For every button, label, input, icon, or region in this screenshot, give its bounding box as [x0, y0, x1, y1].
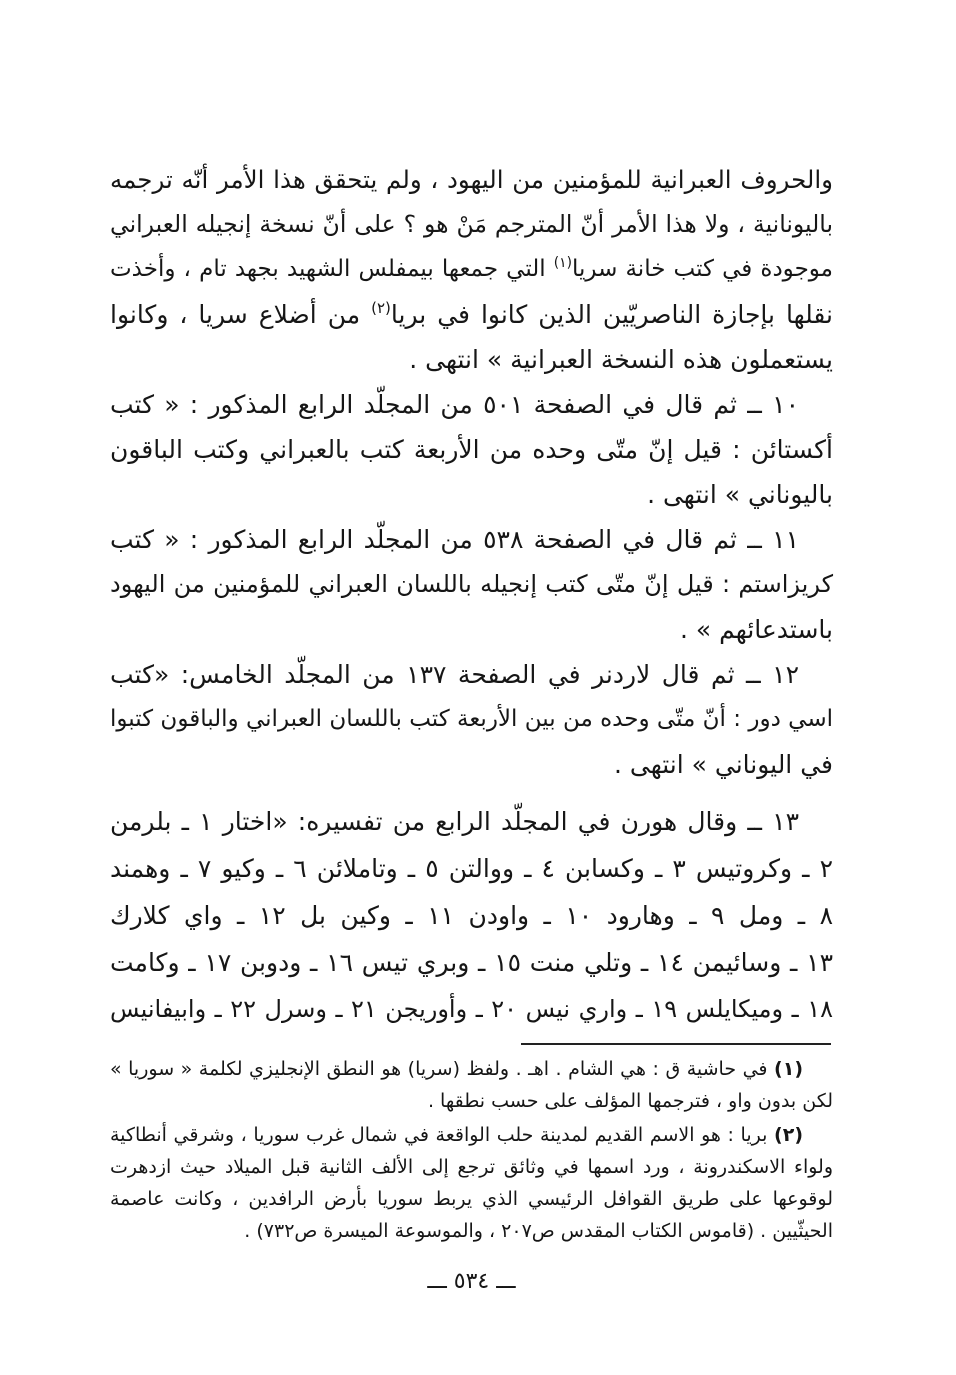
- main-text-continued: [110, 798, 833, 1033]
- paragraph: [110, 157, 833, 382]
- body-line: ٨ ـ ومل ٩ ـ وهارود ١٠ ـ واودن ١١ ـ وكين بل ١٢ ـ واي كلارك: [110, 901, 833, 930]
- body-line: باليونانية ، ولا هذا الأمر أنّ المترجم مَنْ هو ؟ على أنّ نسخة إنجيله العبراني: [110, 210, 833, 238]
- footnote-line: الحيثّيين . (قاموس الكتاب المقدس ص٢٠٧ ، والموسوعة الميسرة ص٧٣٢) .: [244, 1220, 833, 1242]
- footnote-2: [110, 1119, 833, 1247]
- body-line: [110, 247, 833, 292]
- paragraph-item-10: [110, 382, 833, 517]
- body-line: ١٨ ـ وميكايلس ١٩ ـ واري نيس ٢٠ ـ وأوريجن ٢١ ـ وسرل ٢٢ ـ وابيفانيس: [110, 995, 833, 1023]
- footnote-number: (٢): [774, 1124, 803, 1146]
- body-line: ٢ ـ وكروتيس ٣ ـ وكسابن ٤ ـ ووالتن ٥ ـ وتاملائن ٦ ـ وكيو ٧ ـ وهمند: [110, 854, 834, 883]
- body-line: والحروف العبرانية للمؤمنين من اليهود ، ولم يتحقق هذا الأمر أنّه ترجمه: [110, 165, 833, 194]
- body-line: [110, 292, 833, 337]
- body-line: اسي دور : أنّ متّى وحده من بين الأربعة كتب باللسان العبراني والباقون كتبوا: [110, 706, 833, 732]
- footnote-line: [110, 1119, 833, 1151]
- footnote-line: [110, 1053, 833, 1085]
- footnote-ref: (٢): [371, 299, 391, 318]
- paragraph-item-12: [110, 652, 833, 787]
- footnote-number: (١): [774, 1058, 803, 1080]
- body-text: موجودة في كتب خانة سريا: [571, 256, 833, 282]
- body-line: ١٣ ــ وقال هورن في المجلّد الرابع من تفسيره: «اختار ١ ـ بلرمن: [110, 807, 799, 836]
- body-line: كريزاستم : قيل إنّ متّى كتب إنجيله باللسان العبراني للمؤمنين من اليهود: [110, 570, 833, 598]
- body-text: التي جمعها بيمفلس الشهيد بجهد تام ، وأخذت: [110, 256, 554, 282]
- footnote-separator: [521, 1043, 831, 1045]
- body-line: ١٠ ــ ثم قال في الصفحة ٥٠١ من المجلّد الرابع المذكور : « كتب: [110, 390, 799, 419]
- footnote-ref: (١): [553, 255, 572, 272]
- body-text: من أضلاع سريا ، وكانوا: [110, 300, 372, 329]
- body-line: أكستائن : قيل إنّ متّى وحده من الأربعة كتب بالعبراني وكتب الباقون: [110, 435, 833, 464]
- body-line: يستعملون هذه النسخة العبرانية » انتهى .: [409, 345, 833, 374]
- body-line: ١٢ ــ ثم قال لاردنر في الصفحة ١٣٧ من المجلّد الخامس: «كتب: [110, 660, 799, 689]
- footnote-1: [110, 1053, 833, 1117]
- page-number: ـــ ٥٣٤ ـــ: [427, 1269, 516, 1294]
- footnote-line: ولواء الاسكندرونة ، ورد اسمها في وثائق ترجع إلى الألف الثانية قبل الميلاد حيث ازدهرت: [110, 1156, 833, 1178]
- body-text: نقلها بإجازة الناصريّين الذين كانوا في بريا: [390, 300, 833, 329]
- footnote-line: لكن بدون واو ، فترجمها المؤلف على حسب نطقها .: [427, 1090, 833, 1112]
- body-line: في اليوناني » انتهى .: [613, 750, 833, 779]
- body-line: ١١ ــ ثم قال في الصفحة ٥٣٨ من المجلّد الرابع المذكور : « كتب: [110, 525, 799, 554]
- paragraph-item-11: [110, 517, 833, 652]
- footnote-text: في حاشية ق : هي الشام . اهـ . ولفظ (سريا) هو النطق الإنجليزي لكلمة « سوريا »: [110, 1058, 775, 1080]
- paragraph-item-13: [110, 798, 833, 1033]
- body-line: باستدعائهم » .: [680, 615, 833, 644]
- main-text: [110, 157, 833, 787]
- footnote-text: بريا : هو الاسم القديم لمدينة حلب الواقعة في شمال غرب سوريا ، وشرقي أنطاكية: [110, 1124, 775, 1146]
- footnotes: [110, 1053, 833, 1247]
- body-line: ١٣ ـ وسائيمن ١٤ ـ وتلي منت ١٥ ـ وبري تيس ١٦ ـ ودوبن ١٧ ـ وكامت: [110, 948, 833, 977]
- footnote-line: لوقوعها على طريق القوافل الرئيسي الذي يربط سوريا بأرض الرافدين ، وكانت عاصمة: [110, 1188, 833, 1210]
- body-line: باليوناني » انتهى .: [647, 480, 833, 509]
